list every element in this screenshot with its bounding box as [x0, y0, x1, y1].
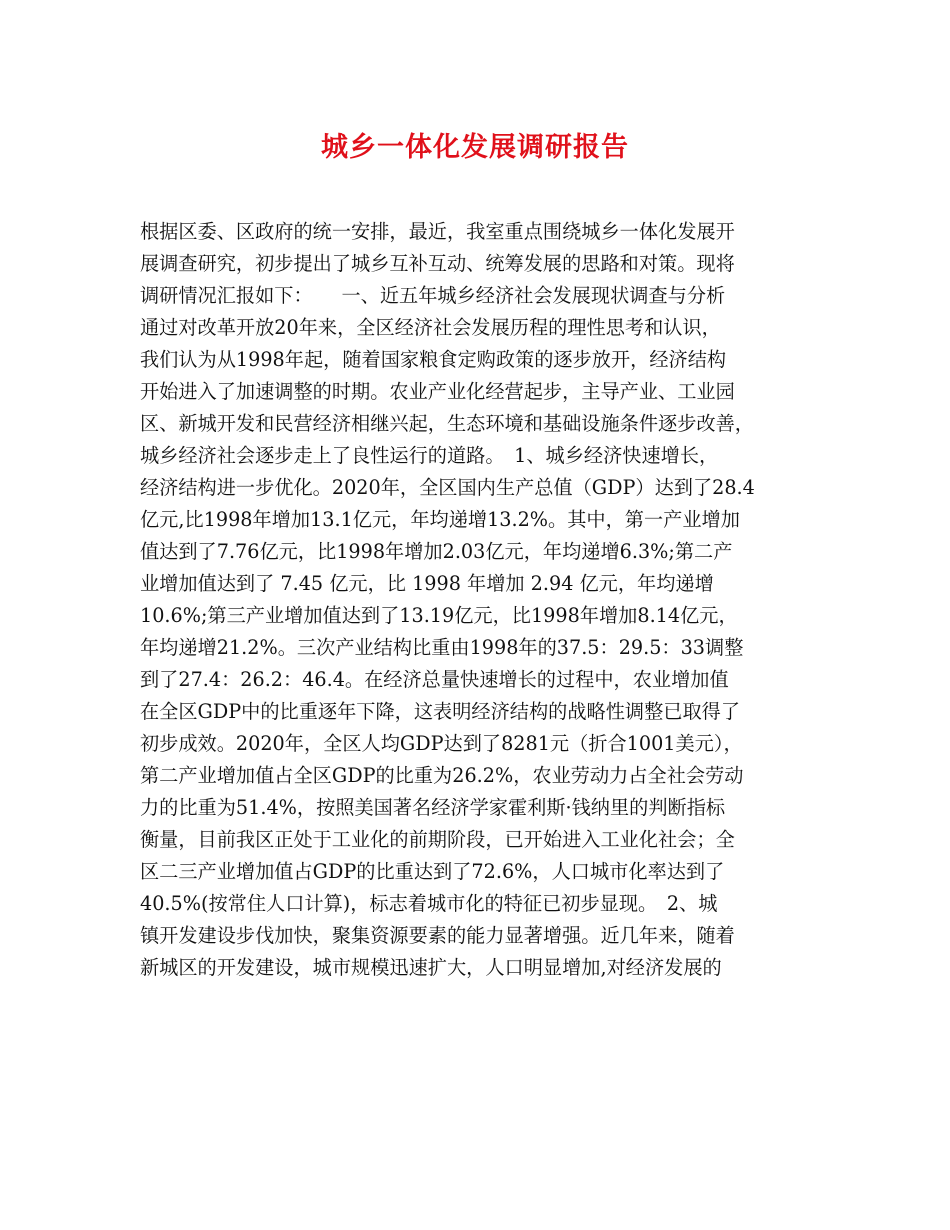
text-line: 区二三产业增加值占GDP的比重达到了72.6%，人口城市化率达到了 — [140, 860, 725, 883]
text-line: 衡量，目前我区正处于工业化的前期阶段，已开始进入工业化社会；全 — [140, 828, 735, 851]
text-line: 我们认为从1998年起，随着国家粮食定购政策的逐步放开，经济结构 — [140, 348, 727, 371]
text-line: 力的比重为51.4%，按照美国著名经济学家霍利斯·钱纳里的判断指标 — [140, 796, 726, 819]
text-line: 区、新城开发和民营经济相继兴起，生态环境和基础设施条件逐步改善， — [140, 412, 754, 435]
document-body — [140, 216, 830, 984]
text-line: 通过对改革开放20年来，全区经济社会发展历程的理性思考和认识， — [140, 316, 721, 339]
text-line: 城乡经济社会逐步走上了良性运行的道路。 1、城乡经济快速增长， — [140, 444, 719, 467]
text-line: 业增加值达到了 7.45 亿元，比 1998 年增加 2.94 亿元，年均递增 — [140, 572, 714, 595]
text-line: 初步成效。2020年，全区人均GDP达到了8281元（折合1001美元）， — [140, 732, 743, 755]
text-line: 亿元,比1998年增加13.1亿元，年均递增13.2%。其中，第一产业增加 — [140, 508, 740, 531]
text-line: 根据区委、区政府的统一安排，最近，我室重点围绕城乡一体化发展开 — [140, 220, 735, 243]
text-line: 10.6%;第三产业增加值达到了13.19亿元，比1998年增加8.14亿元， — [140, 604, 738, 627]
text-line: 调研情况汇报如下： 一、近五年城乡经济社会发展现状调查与分析 — [140, 284, 726, 307]
text-line: 到了27.4：26.2：46.4。在经济总量快速增长的过程中，农业增加值 — [140, 668, 729, 691]
text-line: 开始进入了加速调整的时期。农业产业化经营起步，主导产业、工业园 — [140, 380, 735, 403]
text-line: 年均递增21.2%。三次产业结构比重由1998年的37.5：29.5：33调整 — [140, 636, 744, 659]
text-line: 值达到了7.76亿元，比1998年增加2.03亿元，年均递增6.3%;第二产 — [140, 540, 733, 563]
document-title: 城乡一体化发展调研报告 — [321, 132, 629, 163]
text-line: 展调查研究，初步提出了城乡互补互动、统筹发展的思路和对策。现将 — [140, 252, 735, 275]
text-line: 镇开发建设步伐加快，聚集资源要素的能力显著增强。近几年来，随着 — [140, 924, 735, 947]
text-line: 经济结构进一步优化。2020年，全区国内生产总值（GDP）达到了28.4 — [140, 476, 755, 499]
text-line: 新城区的开发建设，城市规模迅速扩大，人口明显增加,对经济发展的 — [140, 956, 722, 979]
text-line: 在全区GDP中的比重逐年下降，这表明经济结构的战略性调整已取得了 — [140, 700, 741, 723]
text-line: 第二产业增加值占全区GDP的比重为26.2%，农业劳动力占全社会劳动 — [140, 764, 744, 787]
text-line: 40.5%(按常住人口计算)，标志着城市化的特征已初步显现。 2、城 — [140, 892, 718, 915]
